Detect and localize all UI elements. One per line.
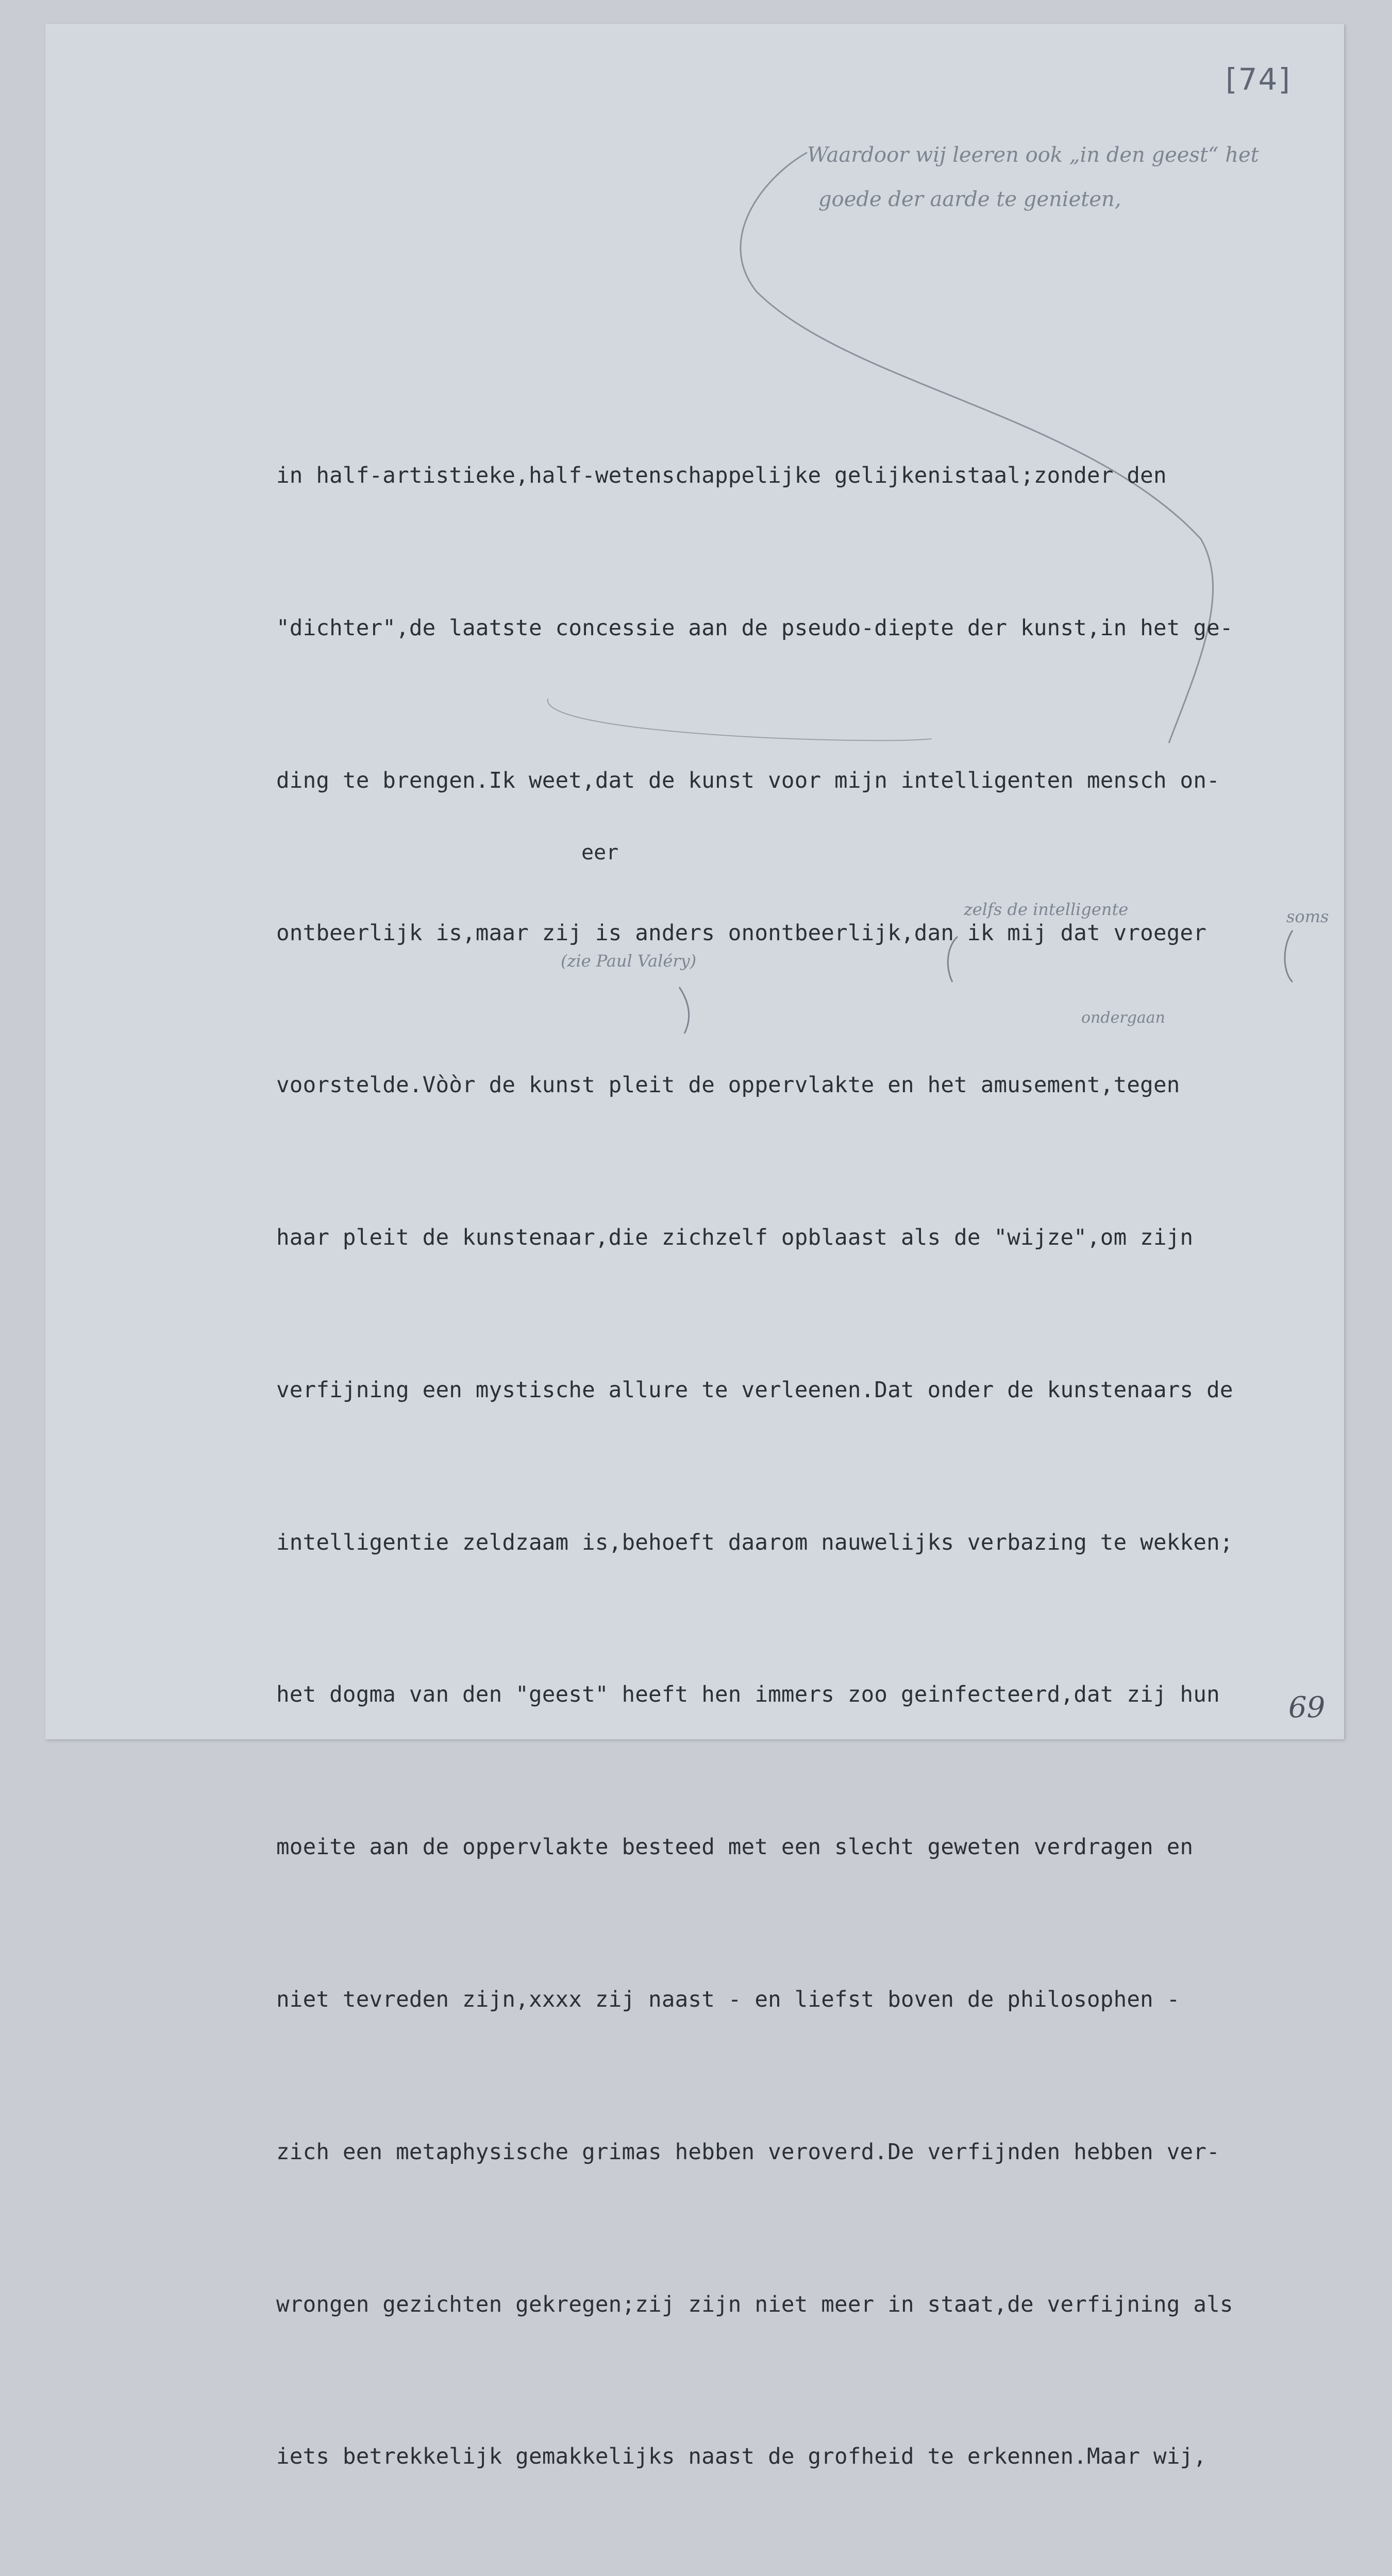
insertion-zelfs-de-intelligente: zelfs de intelligente bbox=[964, 900, 1129, 919]
text-line: "dichter",de laatste concessie aan de pseudo-diepte der kunst,in het ge- bbox=[276, 615, 1233, 641]
text-line: voorstelde.Vòòr de kunst pleit de oppervlakte en het amusement,tegen bbox=[276, 1073, 1180, 1098]
text-line: verfijning een mystische allure te verleenen.Dat onder de kunstenaars de bbox=[276, 1377, 1233, 1403]
text-line: zich een metaphysische grimas hebben veroverd.De verfijnden hebben ver- bbox=[276, 2139, 1220, 2165]
text-line: intelligentie zeldzaam is,behoeft daarom nauwelijks verbazing te wekken; bbox=[276, 1530, 1233, 1555]
text-line: ding te brengen.Ik weet,dat de kunst voor mijn intelligenten mensch on- bbox=[276, 768, 1220, 793]
insertion-eer: eer bbox=[581, 841, 619, 865]
manuscript-page bbox=[45, 24, 1344, 2470]
page-number: [74] bbox=[1226, 62, 1292, 97]
margin-note-line-2: goede der aarde te genieten, bbox=[818, 188, 1121, 211]
text-line: het dogma van den "geest" heeft hen immers zoo geinfecteerd,dat zij hun bbox=[276, 1682, 1220, 1708]
margin-note-line-1: Waardoor wij leeren ook „in den geest“ het bbox=[807, 143, 1259, 167]
text-line: haar pleit de kunstenaar,die zichzelf opblaast als de "wijze",om zijn bbox=[276, 1225, 1194, 1251]
insertion-ondergaan: ondergaan bbox=[1081, 1009, 1165, 1027]
typed-text-block bbox=[276, 349, 1392, 2576]
footer-number: 69 bbox=[1288, 1691, 1326, 1724]
text-line: wrongen gezichten gekregen;zij zijn niet meer in staat,de verfijning als bbox=[276, 2292, 1233, 2317]
text-line: iets betrekkelijk gemakkelijks naast de grofheid te erkennen.Maar wij, bbox=[276, 2444, 1207, 2470]
text-line: ontbeerlijk is,maar zij is anders onontbeerlijk,dan ik mij dat vroeger bbox=[276, 920, 1207, 946]
insertion-zie-paul-valery: (zie Paul Valéry) bbox=[561, 951, 697, 971]
text-line: in half-artistieke,half-wetenschappelijke gelijkenistaal;zonder den bbox=[276, 463, 1167, 489]
text-line: moeite aan de oppervlakte besteed met een slecht geweten verdragen en bbox=[276, 1835, 1194, 1860]
insertion-soms: soms bbox=[1286, 907, 1329, 926]
text-line: niet tevreden zijn,xxxx zij naast - en liefst boven de philosophen - bbox=[276, 1987, 1180, 2012]
